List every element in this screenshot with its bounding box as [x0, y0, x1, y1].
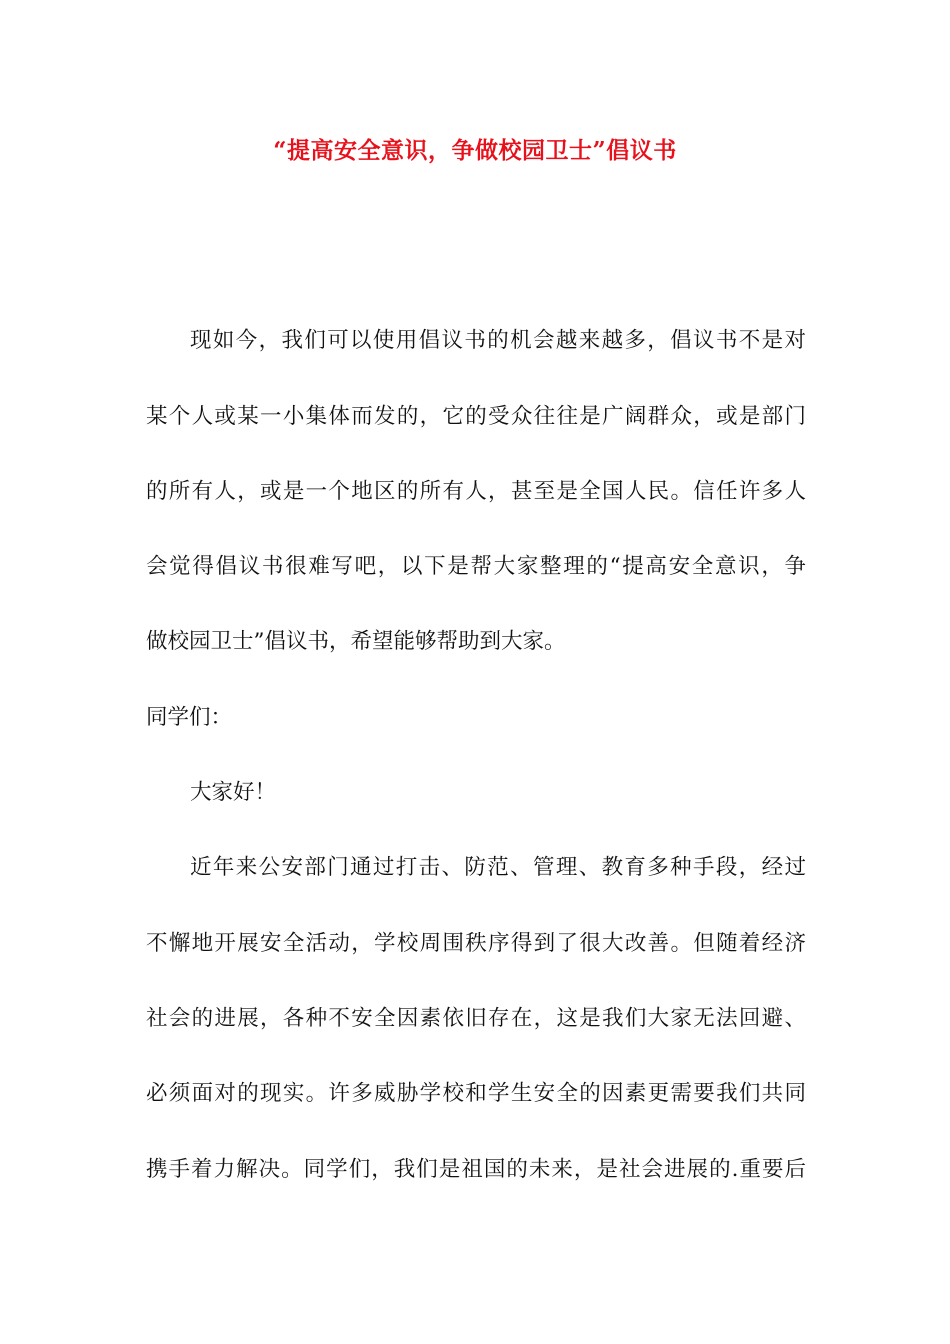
document-title: “提高安全意识，争做校园卫士”倡议书: [273, 137, 677, 164]
body-line-3: 社会的进展，各种不安全因素依旧存在，这是我们大家无法回避、: [146, 1006, 806, 1031]
body-line-4: 必须面对的现实。许多威胁学校和学生安全的因素更需要我们共同: [146, 1081, 806, 1106]
greeting: 大家好！: [190, 780, 277, 805]
body-line-1: 近年来公安部门通过打击、防范、管理、教育多种手段，经过: [190, 855, 806, 880]
intro-line-1: 现如今，我们可以使用倡议书的机会越来越多，倡议书不是对: [190, 328, 806, 353]
body-line-2: 不懈地开展安全活动，学校周围秩序得到了很大改善。但随着经济: [146, 931, 806, 956]
salutation: 同学们：: [146, 705, 233, 730]
intro-line-4: 会觉得倡议书很难写吧，以下是帮大家整理的“提高安全意识，争: [146, 554, 806, 579]
intro-line-5: 做校园卫士”倡议书，希望能够帮助到大家。: [146, 629, 566, 654]
intro-line-3: 的所有人，或是一个地区的所有人，甚至是全国人民。信任许多人: [146, 479, 806, 504]
body-line-5: 携手着力解决。同学们，我们是祖国的未来，是社会进展的.重要后: [146, 1157, 806, 1182]
intro-line-2: 某个人或某一小集体而发的，它的受众往往是广阔群众，或是部门: [146, 404, 806, 429]
